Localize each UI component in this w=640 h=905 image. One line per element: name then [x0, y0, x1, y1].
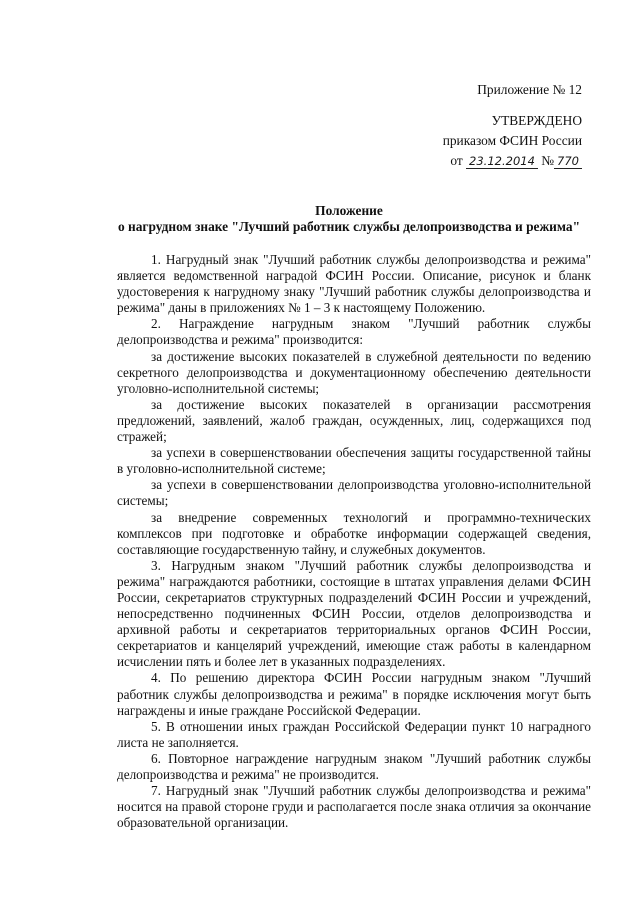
document-title — [104, 203, 594, 235]
paragraph: 6. Повторное награждение нагрудным знаком "Лучший работник службы делопроизводства и режима" не производится. — [117, 750, 591, 782]
number-prefix: № — [541, 153, 555, 168]
paragraph: за внедрение современных технологий и программно-технических комплексов при подготовке и обработке информации содержащей сведения, составляющие государственную тайну, и служебных документов. — [117, 509, 591, 557]
approved-by-order: приказом ФСИН России — [442, 133, 582, 148]
title-line-2: о нагрудном знаке "Лучший работник службы делопроизводства и режима" — [117, 219, 581, 234]
paragraph: 5. В отношении иных граждан Российской Федерации пункт 10 наградного листа не заполняется. — [117, 718, 591, 750]
paragraph: за успехи в совершенствовании делопроизводства уголовно-исполнительной системы; — [117, 477, 591, 509]
paragraph: 3. Нагрудным знаком "Лучший работник службы делопроизводства и режима" награждаются работники, состоящие в штатах управления делами ФСИН России, секретариатов структурных подразделений ФСИН России и учреждений, непосредственно подчиненных ФСИН России, отделов делопроизводства и архивной работы и секретариатов территориальных органов ФСИН России, секретариатов и канцелярий учреждений, имеющие стаж работы в календарном исчислении пять и более лет в указанных подразделениях. — [117, 557, 591, 670]
handwritten-date: 23.12.2014 — [466, 154, 538, 169]
paragraph: за достижение высоких показателей в организации рассмотрения предложений, заявлений, жалоб граждан, осужденных, лиц, содержащихся под стражей; — [117, 396, 591, 445]
date-prefix: от — [450, 153, 463, 168]
paragraph: 4. По решению директора ФСИН России нагрудным знаком "Лучший работник службы делопроизводства и режима" в порядке исключения могут быть награждены и иные граждане Российской Федерации. — [117, 670, 591, 718]
paragraph: за достижение высоких показателей в служебной деятельности по ведению секретного делопроизводства и документационному обеспечению деятельности уголовно-исполнительной системы; — [117, 348, 591, 396]
paragraph: 2. Награждение нагрудным знаком "Лучший работник службы делопроизводства и режима" производится: — [117, 316, 591, 348]
document-body — [117, 252, 591, 831]
order-date-number — [392, 151, 582, 171]
paragraph: за успехи в совершенствовании обеспечения защиты государственной тайны в уголовно-исполнительной системе; — [117, 445, 591, 477]
title-line-1: Положение — [315, 203, 383, 218]
approval-block — [392, 80, 582, 171]
paragraph: 7. Нагрудный знак "Лучший работник службы делопроизводства и режима" носится на правой стороне груди и располагается после знака отличия за окончание образовательной организации. — [117, 783, 591, 831]
appendix-number: Приложение № 12 — [477, 82, 582, 97]
approved-stamp-text: УТВЕРЖДЕНО — [491, 113, 582, 128]
paragraph: 1. Нагрудный знак "Лучший работник службы делопроизводства и режима" является ведомственной наградой ФСИН России. Описание, рисунок и бланк удостоверения к нагрудному знаку "Лучший работник службы делопроизводства и режима" даны в приложениях № 1 – 3 к настоящему Положению. — [117, 252, 591, 316]
handwritten-number: 770 — [554, 154, 582, 169]
